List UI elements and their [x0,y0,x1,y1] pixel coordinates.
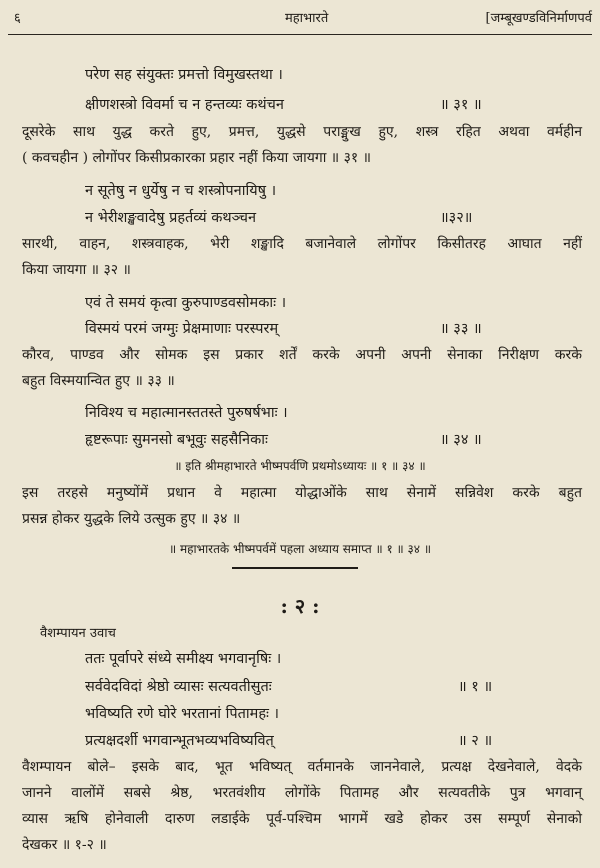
verse-2-line-1: भविष्यति रणे घोरे भरतानां पितामहः । [85,706,280,722]
chapter-separator [232,567,358,569]
colophon-hindi: ॥ महाभारतके भीष्मपर्वमें पहला अध्याय समाप्त ॥ १ ॥ ३४ ॥ [168,542,432,556]
verse-31-line-1: परेण सह संयुक्तः प्रमत्तो विमुखस्तथा । [85,67,283,83]
translation-34-line-2: प्रसन्न होकर युद्धके लिये उत्सुक हुए ॥ ३४ ॥ [22,511,241,527]
section-title: [जम्बूखण्डविनिर्माणपर्व [485,11,592,26]
verse-32-line-1: न सूतेषु न धुर्येषु न च शस्त्रोपनायिषु । [85,183,277,199]
verse-33-line-2: विस्मयं परमं जग्मुः प्रेक्षमाणाः परस्परम् [85,321,279,337]
colophon-sanskrit: ॥ इति श्रीमहाभारते भीष्मपर्वणि प्रथमोऽध्यायः ॥ १ ॥ ३४ ॥ [174,459,426,473]
verse-31-line-2: क्षीणशस्त्रो विवर्मा च न हन्तव्यः कथंचन [85,97,284,113]
verse-1-line-2: सर्ववेदविदां श्रेष्ठो व्यासः सत्यवतीसुतः [85,679,272,695]
verse-1-number: ॥ १ ॥ [458,679,493,695]
translation-31-line-2: ( कवचहीन ) लोगोंपर किसीप्रकारका प्रहार नहीं किया जायगा ॥ ३१ ॥ [22,150,372,166]
verse-2-number: ॥ २ ॥ [458,733,493,749]
translation-34-line-1: इस तरहसे मनुष्योंमें प्रधान वे महात्मा योद्धाओंके साथ सेनामें सन्निवेश करके बहुत [22,485,582,501]
verse-33-line-1: एवं ते समयं कृत्वा कुरुपाण्डवसोमकाः । [85,295,287,311]
chapter-heading: : २ : [280,594,320,618]
verse-32-number: ॥३२॥ [440,210,473,226]
verse-31-number: ॥ ३१ ॥ [440,97,482,113]
verse-32-line-2: न भेरीशङ्खवादेषु प्रहर्तव्यं कथञ्चन [85,210,256,226]
verse-34-line-2: हृष्टरूपाः सुमनसो बभूवुः सहसैनिकाः [85,432,268,448]
translation-1-2-line-2: जानने वालोंमें सबसे श्रेष्ठ, भरतवंशीय लोगोंके पितामह और सत्यवतीके पुत्र भगवान् [22,785,582,801]
translation-33-line-2: बहुत विस्मयान्वित हुए ॥ ३३ ॥ [22,373,175,389]
translation-1-2-line-4: देखकर ॥ १-२ ॥ [22,837,107,853]
page-header [0,6,600,32]
verse-1-line-1: ततः पूर्वापरे संध्ये समीक्ष्य भगवानृषिः । [85,651,282,667]
running-title: महाभारते [285,11,329,26]
translation-1-2-line-1: वैशम्पायन बोले– इसके बाद, भूत भविष्यत् वर्तमानके जाननेवाले, प्रत्यक्ष देखनेवाले, वेदके [22,759,582,775]
translation-1-2-line-3: व्यास ऋषि होनेवाली दारुण लडाईके पूर्व-पश्चिम भागमें खडे होकर उस सम्पूर्ण सेनाको [22,811,582,827]
verse-33-number: ॥ ३३ ॥ [440,321,482,337]
page-number: ६ [14,11,21,26]
header-rule [8,34,592,35]
verse-34-line-1: निविश्य च महात्मानस्ततस्ते पुरुषर्षभाः । [85,405,288,421]
translation-32-line-2: किया जायगा ॥ ३२ ॥ [22,262,131,278]
translation-31-line-1: दूसरेके साथ युद्ध करते हुए, प्रमत्त, युद्धसे पराङ्मुख हुए, शस्त्र रहित अथवा वर्महीन [22,124,582,140]
verse-34-number: ॥ ३४ ॥ [440,432,482,448]
translation-33-line-1: कौरव, पाण्डव और सोमक इस प्रकार शर्तें करके अपनी अपनी सेनाका निरीक्षण करके [22,347,582,363]
speaker-label: वैशम्पायन उवाच [40,626,116,641]
verse-2-line-2: प्रत्यक्षदर्शी भगवान्भूतभव्यभविष्यवित् [85,733,274,749]
translation-32-line-1: सारथी, वाहन, शस्त्रवाहक, भेरी शङ्खादि बजानेवाले लोगोंपर किसीतरह आघात नहीं [22,236,582,252]
